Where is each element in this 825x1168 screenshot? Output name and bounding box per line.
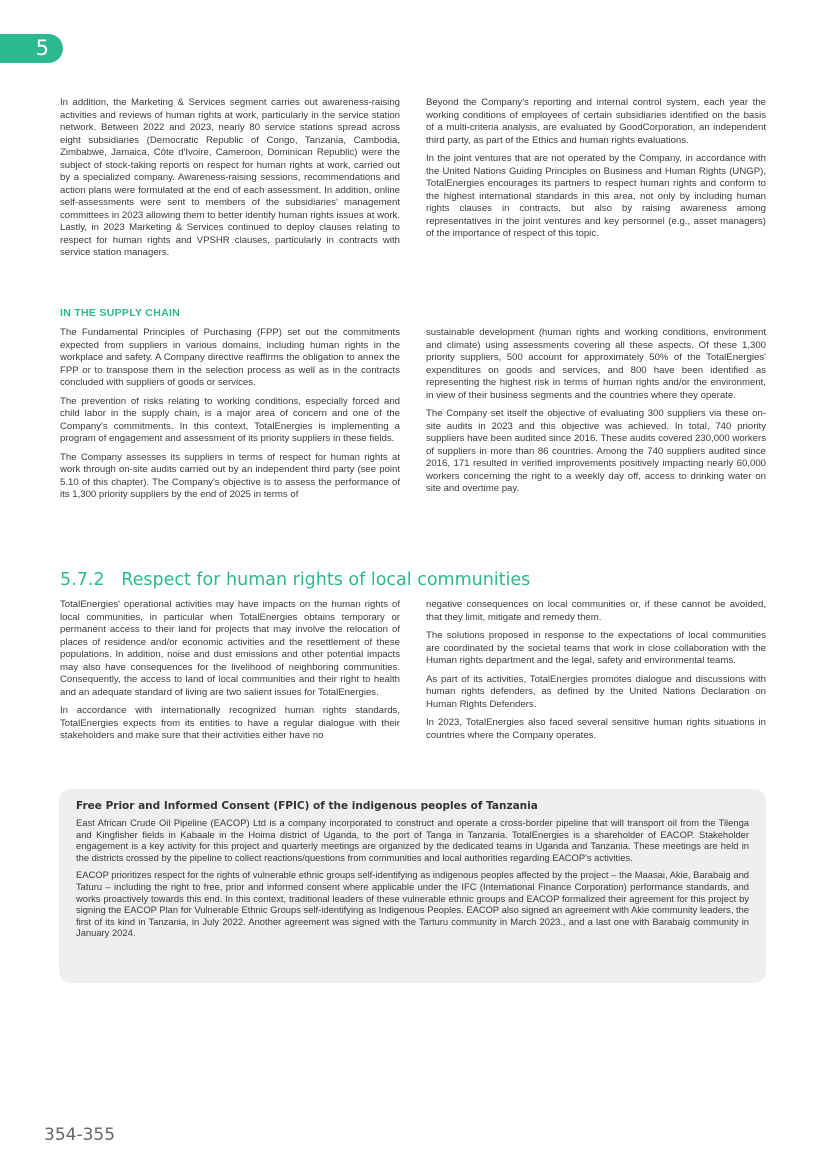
- supply-chain-left-column: [60, 327, 400, 508]
- paragraph: negative consequences on local communities or, if these cannot be avoided, that they limit, mitigate and remedy them.: [426, 599, 766, 623]
- paragraph: Beyond the Company's reporting and internal control system, each year the working conditions of employees of certain subsidiaries identified on the basis of a multi-criteria analysis, are evaluated by GoodCorporation, an independent third party, as part of the Ethics and human rights evaluations.: [426, 97, 766, 146]
- supply-chain-heading: IN THE SUPPLY CHAIN: [60, 307, 181, 319]
- section-left-column: [60, 599, 400, 749]
- paragraph: In accordance with internationally recognized human rights standards, TotalEnergies expects from its entities to have a regular dialogue with their stakeholders and make sure that their activities either have no: [60, 705, 400, 741]
- paragraph: In the joint ventures that are not operated by the Company, in accordance with the United Nations Guiding Principles on Business and Human Rights (UNGP), TotalEnergies encourages its partners to respect human rights and conform to the highest international standards in this area, not only by including human rights clauses in contracts, but also by raising awareness among representatives in the joint ventures and key personnel (e.g., asset managers) of the importance of respect of this topic.: [426, 153, 766, 239]
- supply-chain-right-column: [426, 327, 766, 502]
- paragraph: The Company assesses its suppliers in terms of respect for human rights at work through on-site audits carried out by an independent third party (see point 5.10 of this chapter). The Company's objective is to assess the performance of its 1,300 priority suppliers by the end of 2025 in terms of: [60, 451, 400, 500]
- callout-title: Free Prior and Informed Consent (FPIC) of the indigenous peoples of Tanzania: [76, 800, 538, 812]
- paragraph: In 2023, TotalEnergies also faced several sensitive human rights situations in countries where the Company operates.: [426, 717, 766, 741]
- paragraph: TotalEnergies' operational activities may have impacts on the human rights of local communities, in particular when TotalEnergies obtains temporary or permanent access to their land for projects that may involve the relocation of places of residence and/or economic activities and the resettlement of these populations. In addition, noise and dust emissions and other potential impacts may also have consequences for the livelihood of neighboring communities. Consequently, the access to land of local communities and their right to health and an adequate standard of living are two salient issues for TotalEnergies.: [60, 599, 400, 698]
- paragraph: In addition, the Marketing & Services segment carries out awareness-raising activities and reviews of human rights at work, particularly in the service station network. Between 2022 and 2023, nearly 80 service stations spread across eight subsidiaries (Democratic Republic of Congo, Tanzania, Cambodia, Zimbabwe, Jamaica, Côte d'Ivoire, Cameroon, Dominican Republic) were the subject of stock-taking reports on respect for human rights at work, carried out by a specialized company. Awareness-raising sessions, recommendations and action plans were formulated at the end of each assessment. In addition, online self-assessments were sent to members of the subsidiaries' management committees in 2023 allowing them to better identify human rights issues at work. Lastly, in 2023 Marketing & Services continued to deploy clauses relating to respect for human rights and VPSHR clauses, particularly in contracts with service station managers.: [60, 97, 400, 258]
- paragraph: The Company set itself the objective of evaluating 300 suppliers via these on-site audits in 2023 and this objective was achieved. In total, 740 priority suppliers have been audited since 2016. These audits covered 230,000 workers of suppliers in more than 86 countries. Among the 740 suppliers audited since 2016, 171 resulted in verified improvements positively impacting nearly 60,000 workers concerning the right to a weekly day off, access to drinking water on site and overtime pay.: [426, 408, 766, 494]
- page-number: 354-355: [44, 1125, 116, 1145]
- chapter-tab[interactable]: 5: [0, 34, 63, 63]
- paragraph: The prevention of risks relating to working conditions, especially forced and child labor in the supply chain, is a major area of concern and one of the Company's commitments. In this context, TotalEnergies is implementing a program of engagement and assessment of its priority suppliers in these fields.: [60, 395, 400, 444]
- paragraph: EACOP prioritizes respect for the rights of vulnerable ethnic groups self-identifying as indigenous peoples affected by the project – the Maasai, Akie, Barabaig and Taturu – including the right to free, prior and informed consent where applicable under the IFC (International Finance Corporation) performance standards, and works proactively towards this end. In this context, traditional leaders of these vulnerable ethnic groups and EACOP formalized their agreement for this project by signing the EACOP Plan for Vulnerable Ethnic Groups self-identifying as Indigenous Peoples. EACOP also signed an agreement with Akie community leaders, the first of its kind in Tanzania, in July 2022. Another agreement was signed with the Tarturu community in March 2023., and a last one with Barabaig community in January 2024.: [76, 869, 749, 939]
- section-title: 5.7.2 Respect for human rights of local communities: [60, 570, 531, 590]
- section-right-column: [426, 599, 766, 748]
- paragraph: East African Crude Oil Pipeline (EACOP) Ltd is a company incorporated to construct and operate a cross-border pipeline that will transport oil from the Tilenga and Kingfisher fields in Kabaale in the Hoima district of Uganda, to the port of Tanga in Tanzania. TotalEnergies is a shareholder of EACOP. Stakeholder engagement is a key activity for this project and quarterly meetings are organized by the dedicated teams in Uganda and Tanzania. These meetings are held in the districts crossed by the pipeline to collect reactions/questions from communities and local authorities regarding EACOP's activities.: [76, 817, 749, 863]
- paragraph: As part of its activities, TotalEnergies promotes dialogue and discussions with human rights defenders, as defined by the United Nations Declaration on Human Rights Defenders.: [426, 673, 766, 710]
- top-left-column: [60, 97, 400, 266]
- top-right-column: [426, 97, 766, 247]
- paragraph: The solutions proposed in response to the expectations of local communities are coordinated by the societal teams that work in close collaboration with the Human rights department and the legal, safety and environmental teams.: [426, 630, 766, 666]
- paragraph: sustainable development (human rights and working conditions, environment and climate) using assessments covering all these aspects. Of these 1,300 priority suppliers, 500 account for approximately 50% of the TotalEnergies' expenditures on goods and services, and 800 have been identified as representing the highest risk in terms of human rights and/or the environment, in view of their business segments and the countries where they operate.: [426, 327, 766, 401]
- fpic-callout-box: [59, 789, 766, 983]
- paragraph: The Fundamental Principles of Purchasing (FPP) set out the commitments expected from suppliers in various domains, including human rights in the workplace and safety. A Company directive reaffirms the obligation to annex the FPP or to transpose them in the selection process as well as in the contracts concluded with suppliers of goods or services.: [60, 327, 400, 388]
